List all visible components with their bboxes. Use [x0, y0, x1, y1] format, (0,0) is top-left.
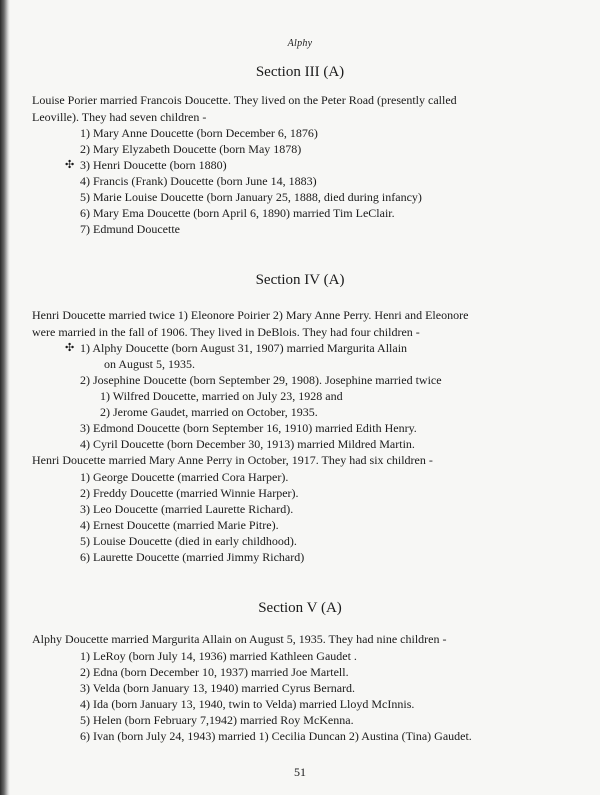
- list-item: ✣ 3) Henri Doucette (born 1880): [65, 158, 227, 172]
- list-item: 6) Ivan (born July 24, 1943) married 1) Cecilia Duncan 2) Austina (Tina) Gaudet.: [80, 729, 472, 743]
- section-iv-title: Section IV (A): [255, 272, 345, 288]
- sub-list-item: 1) Wilfred Doucette, married on July 23, 1928 and: [100, 389, 343, 403]
- list-item: 4) Francis (Frank) Doucette (born June 14, 1883): [80, 174, 317, 188]
- list-item: 5) Louise Doucette (died in early childhood).: [80, 534, 297, 548]
- list-item: 3) Leo Doucette (married Laurette Richard).: [80, 502, 294, 516]
- section-iv-intro: [32, 307, 562, 341]
- direct-line-marker-icon: ✣: [65, 342, 75, 354]
- sub-list-item: 2) Jerome Gaudet, married on October, 1935.: [100, 405, 318, 419]
- list-item: 2) Mary Elyzabeth Doucette (born May 1878): [80, 142, 302, 156]
- section-iii-intro-line-2: Leoville). They had seven children -: [32, 110, 207, 124]
- list-item: ✣ 1) Alphy Doucette (born August 31, 1907) married Margurita Allain: [65, 341, 408, 355]
- page-number: 51: [294, 765, 306, 779]
- list-item: 1) George Doucette (married Cora Harper).: [80, 470, 289, 484]
- section-iv-second-marriage-intro: Henri Doucette married Mary Anne Perry in October, 1917. They had six children -: [32, 453, 433, 467]
- section-iii-intro-line-1: Louise Porier married Francois Doucette. They lived on the Peter Road (presently called: [32, 93, 457, 107]
- list-item: 5) Marie Louise Doucette (born January 25, 1888, died during infancy): [80, 190, 422, 204]
- list-item: 3) Velda (born January 13, 1940) married Cyrus Bernard.: [80, 681, 356, 695]
- section-v-intro: Alphy Doucette married Margurita Allain on August 5, 1935. They had nine children -: [32, 632, 447, 646]
- list-item: 2) Josephine Doucette (born September 29, 1908). Josephine married twice: [80, 373, 442, 387]
- list-item: 4) Cyril Doucette (born December 30, 1913) married Mildred Martin.: [80, 437, 415, 451]
- section-v-children-list: [80, 648, 472, 744]
- list-item-continuation: on August 5, 1935.: [104, 357, 196, 371]
- section-iv-second-children-list: [80, 469, 304, 565]
- page-binding-shadow: [0, 0, 10, 795]
- section-iii-children-list: [65, 125, 422, 237]
- list-item: 2) Edna (born December 10, 1937) married Joe Martell.: [80, 665, 349, 679]
- list-item: 4) Ernest Doucette (married Marie Pitre).: [80, 518, 279, 532]
- list-item: 4) Ida (born January 13, 1940, twin to Velda) married Lloyd McInnis.: [80, 697, 415, 711]
- list-item: 1) Mary Anne Doucette (born December 6, 1876): [80, 126, 318, 140]
- section-iv-intro-line-2: were married in the fall of 1906. They lived in DeBlois. They had four children -: [32, 325, 420, 339]
- list-item: 7) Edmund Doucette: [80, 222, 180, 236]
- direct-line-marker-icon: ✣: [65, 159, 75, 171]
- list-item: 1) LeRoy (born July 14, 1936) married Kathleen Gaudet .: [80, 649, 357, 663]
- section-iv-children-list: [65, 340, 442, 452]
- section-iii-intro: [32, 92, 562, 126]
- running-header: Alphy: [287, 38, 313, 49]
- section-iv-intro-line-1: Henri Doucette married twice 1) Eleonore Poirier 2) Mary Anne Perry. Henri and Eleonore: [32, 308, 469, 322]
- section-v-title: Section V (A): [258, 600, 342, 616]
- list-item: 6) Laurette Doucette (married Jimmy Richard): [80, 550, 305, 564]
- list-item: 5) Helen (born February 7,1942) married Roy McKenna.: [80, 713, 354, 727]
- list-item: 3) Edmond Doucette (born September 16, 1910) married Edith Henry.: [80, 421, 417, 435]
- section-iii-title: Section III (A): [255, 64, 345, 80]
- list-item: 6) Mary Ema Doucette (born April 6, 1890) married Tim LeClair.: [80, 206, 395, 220]
- list-item: 2) Freddy Doucette (married Winnie Harper).: [80, 486, 299, 500]
